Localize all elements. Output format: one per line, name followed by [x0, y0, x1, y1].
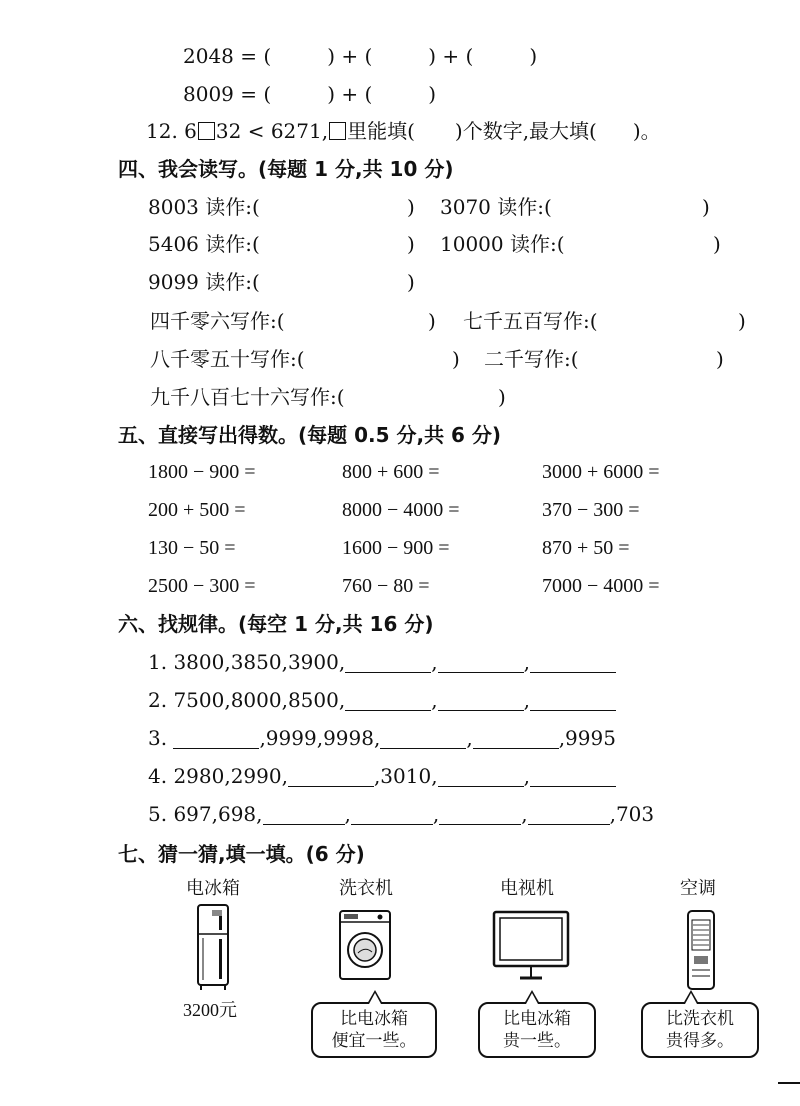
tv-bubble: 比电冰箱 贵一些。 — [478, 1002, 596, 1058]
fridge-price: 3200元 — [183, 1000, 237, 1020]
calc-item: 8000 − 4000 = — [342, 499, 460, 521]
paren-close: ) — [428, 309, 436, 333]
answer-blank[interactable] — [438, 709, 524, 711]
pattern-row-4: 4. 2980,2990, ,3010, , — [148, 762, 616, 790]
paren-close: ) — [407, 270, 415, 294]
calc-item: 760 − 80 = — [342, 575, 430, 597]
answer-blank[interactable] — [528, 823, 610, 825]
washer-bubble: 比电冰箱 便宜一些。 — [311, 1002, 437, 1058]
read-item: 9099 读作:( — [148, 270, 260, 294]
item-label-tv: 电视机 — [500, 878, 554, 899]
answer-blank[interactable] — [345, 671, 431, 673]
answer-blank[interactable] — [173, 747, 259, 749]
item-label-fridge: 电冰箱 — [186, 878, 240, 899]
bubble-tail — [683, 990, 699, 1004]
item-label-ac: 空调 — [680, 878, 716, 899]
ac-bubble: 比洗衣机 贵得多。 — [641, 1002, 759, 1058]
answer-blank[interactable] — [438, 785, 524, 787]
digit-box[interactable] — [198, 122, 215, 140]
read-item: 10000 读作:( — [440, 232, 565, 256]
bubble-tail — [524, 990, 540, 1004]
answer-blank[interactable] — [288, 785, 374, 787]
calc-item: 7000 − 4000 = — [542, 575, 660, 597]
read-item: 8003 读作:( — [148, 195, 260, 219]
paren-close: ) — [498, 385, 506, 409]
section-7-heading: 七、猜一猜,填一填。(6 分) — [118, 842, 365, 866]
refrigerator-icon — [188, 902, 238, 994]
calc-item: 130 − 50 = — [148, 537, 236, 559]
equation-2048: 2048 = ( ) + ( ) + ( ) — [183, 44, 538, 68]
television-icon — [490, 908, 572, 984]
write-item: 七千五百写作:( — [463, 309, 598, 333]
section-4-heading: 四、我会读写。(每题 1 分,共 10 分) — [118, 157, 454, 181]
calc-item: 3000 + 6000 = — [542, 461, 660, 483]
pattern-row-1: 1. 3800,3850,3900, , , — [148, 648, 616, 676]
write-item: 二千写作:( — [484, 347, 579, 371]
answer-blank[interactable] — [473, 747, 559, 749]
pattern-row-3: 3. ,9999,9998, , ,9995 — [148, 726, 616, 750]
write-item: 九千八百七十六写作:( — [150, 385, 345, 409]
calc-item: 370 − 300 = — [542, 499, 640, 521]
calc-item: 200 + 500 = — [148, 499, 246, 521]
item-label-washer: 洗衣机 — [339, 878, 393, 899]
section-5-heading: 五、直接写出得数。(每题 0.5 分,共 6 分) — [118, 423, 502, 447]
answer-blank[interactable] — [530, 709, 616, 711]
write-item: 八千零五十写作:( — [150, 347, 305, 371]
answer-blank[interactable] — [345, 709, 431, 711]
read-item: 5406 读作:( — [148, 232, 260, 256]
paren-close: ) — [452, 347, 460, 371]
pattern-row-2: 2. 7500,8000,8500, , , — [148, 686, 616, 714]
equation-8009: 8009 = ( ) + ( ) — [183, 82, 437, 106]
air-conditioner-icon — [676, 908, 726, 994]
calc-item: 800 + 600 = — [342, 461, 440, 483]
paren-close: ) — [407, 195, 415, 219]
page-edge-rule — [778, 1082, 800, 1084]
answer-blank[interactable] — [439, 823, 521, 825]
answer-blank[interactable] — [530, 671, 616, 673]
write-item: 四千零六写作:( — [150, 309, 285, 333]
paren-close: ) — [738, 309, 746, 333]
pattern-row-5: 5. 697,698, , , , ,703 — [148, 802, 655, 826]
answer-blank[interactable] — [438, 671, 524, 673]
answer-blank[interactable] — [263, 823, 345, 825]
calc-item: 870 + 50 = — [542, 537, 630, 559]
read-item: 3070 读作:( — [440, 195, 552, 219]
digit-box[interactable] — [329, 122, 346, 140]
bubble-tail — [367, 990, 383, 1004]
answer-blank[interactable] — [351, 823, 433, 825]
answer-blank[interactable] — [380, 747, 466, 749]
section-6-heading: 六、找规律。(每空 1 分,共 16 分) — [118, 612, 434, 636]
calc-item: 1800 − 900 = — [148, 461, 256, 483]
paren-close: ) — [713, 232, 721, 256]
paren-close: ) — [716, 347, 724, 371]
answer-blank[interactable] — [530, 785, 616, 787]
calc-item: 2500 − 300 = — [148, 575, 256, 597]
paren-close: ) — [702, 195, 710, 219]
washing-machine-icon — [334, 908, 396, 984]
question-12: 12. 6 32 < 6271, 里能填( )个数字,最大填( )。 — [146, 119, 661, 143]
calc-item: 1600 − 900 = — [342, 537, 450, 559]
paren-close: ) — [407, 232, 415, 256]
